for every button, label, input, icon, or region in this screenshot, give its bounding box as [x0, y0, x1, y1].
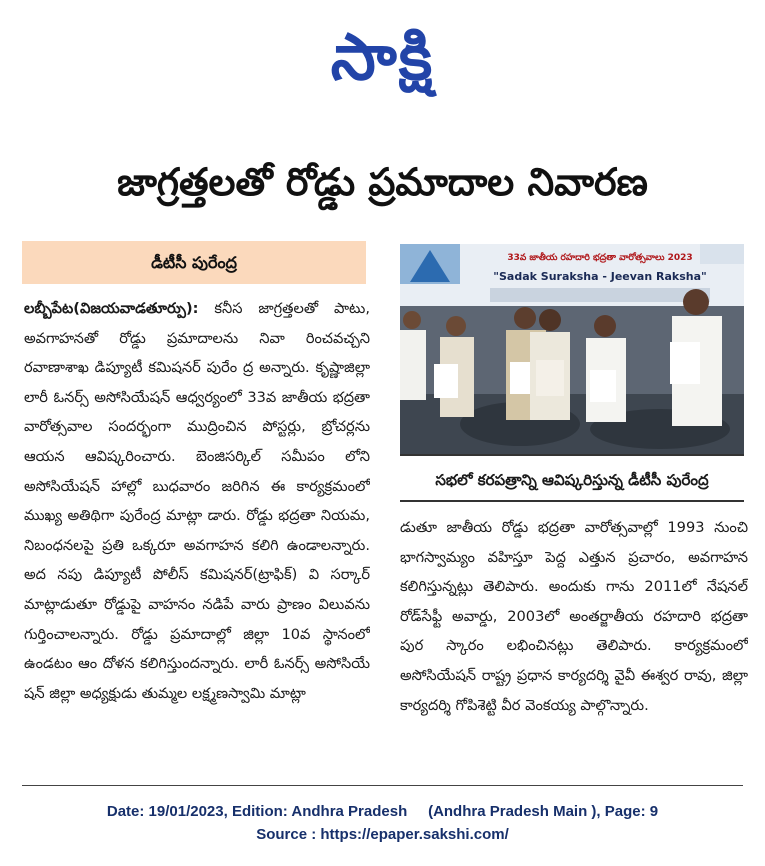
article-dateline: లబ్బీపేట(విజయవాడతూర్పు): [24, 300, 199, 317]
article-headline: జాగ్రత్తలతో రోడ్డు ప్రమాదాల నివారణ [117, 160, 648, 204]
event-photo-illustration [400, 244, 744, 454]
article-body-right: డుతూ జాతీయ రోడ్డు భద్రతా వారోత్సవాల్లో 1993 నుంచి భాగస్వామ్యం వహిస్తూ పెద్ద ఎత్తున ప్రచారం, అవగాహన కలిగిస్తున్నట్లు తెలిపారు. అందుకు గాను 2011లో నేషనల్ రోడ్‌సేఫ్టీ అవార్డు, 2003లో అంతర్జాతీయ రహదారి భద్రతా పుర స్కారం లభించినట్లు తెలిపారు. కార్యక్రమంలో అసోసియేషన్ రాష్ట్ర ప్రధాన కార్యదర్శి వైవీ ఈశ్వర రావు, జిల్లా కార్యదర్శి గోపిశెట్టి వీర వెంకయ్య పాల్గొన్నారు. [400, 519, 748, 714]
footer-divider [22, 785, 743, 786]
byline-box [22, 241, 366, 284]
photo-banner-title: 33వ జాతీయ రహదారి భద్రతా వారోత్సవాలు 2023 [507, 253, 693, 263]
footer-source: Source : https://epaper.sakshi.com/ [256, 826, 509, 843]
article-column-left [24, 294, 370, 766]
article-body-left: కనీస జాగ్రత్తలతో పాటు, అవగాహనతో రోడ్డు ప్రమాదాలను నివా రించవచ్చని రవాణాశాఖ డిప్యూటీ కమిషనర్ పురేం ద్ర అన్నారు. కృష్ణాజిల్లా లారీ ఓనర్స్ అసోసియేషన్ ఆధ్వర్యంలో 33వ జాతీయ భద్రతా వారోత్సవాల సందర్భంగా ముద్రించిన పోస్టర్లు, బ్రోచర్లను ఆయన ఆవిష్కరించారు. బెంజిసర్కిల్ సమీపం లోని అసోసియేషన్ హాల్లో బుధవారం జరిగిన ఈ కార్యక్రమంలో ముఖ్య అతిథిగా పురేంద్ర మాట్లా డారు. రోడ్డు భద్రతా నియమ, నిబంధనలపై ప్రతి ఒక్కరూ అవగాహన కలిగి ఉండాలన్నారు. అద నపు డిప్యూటీ పోలీస్ కమిషనర్(ట్రాఫిక్) వి సర్కార్ మాట్లాడుతూ రోడ్డుపై వాహనం నడిపే వారు ప్రాణం విలువను గుర్తించాలన్నారు. రోడ్డు ప్రమాదాల్లో జిల్లా 10వ స్థానంలో ఉండటం ఆం దోళన కలిగిస్తుందన్నారు. లారీ ఓనర్స్ అసోసియే షన్ జిల్లా అధ్యక్షుడు తుమ్మల లక్ష్మణస్వామి మాట్లా [24, 300, 370, 702]
photo-caption: సభలో కరపత్రాన్ని ఆవిష్కరిస్తున్న డీటీసీ పురేంద్ర [400, 454, 744, 502]
event-photo [400, 244, 744, 454]
footer-edition-info: Date: 19/01/2023, Edition: Andhra Pradesh (Andhra Pradesh Main ), Page: 9 [106, 803, 659, 820]
newspaper-masthead-logo: సాక్షి [330, 21, 435, 95]
article-column-right [400, 513, 748, 766]
photo-banner-slogan: "Sadak Suraksha - Jeevan Raksha" [493, 270, 707, 283]
byline-text: డీటీసీ పురేంద్ర [151, 253, 237, 272]
